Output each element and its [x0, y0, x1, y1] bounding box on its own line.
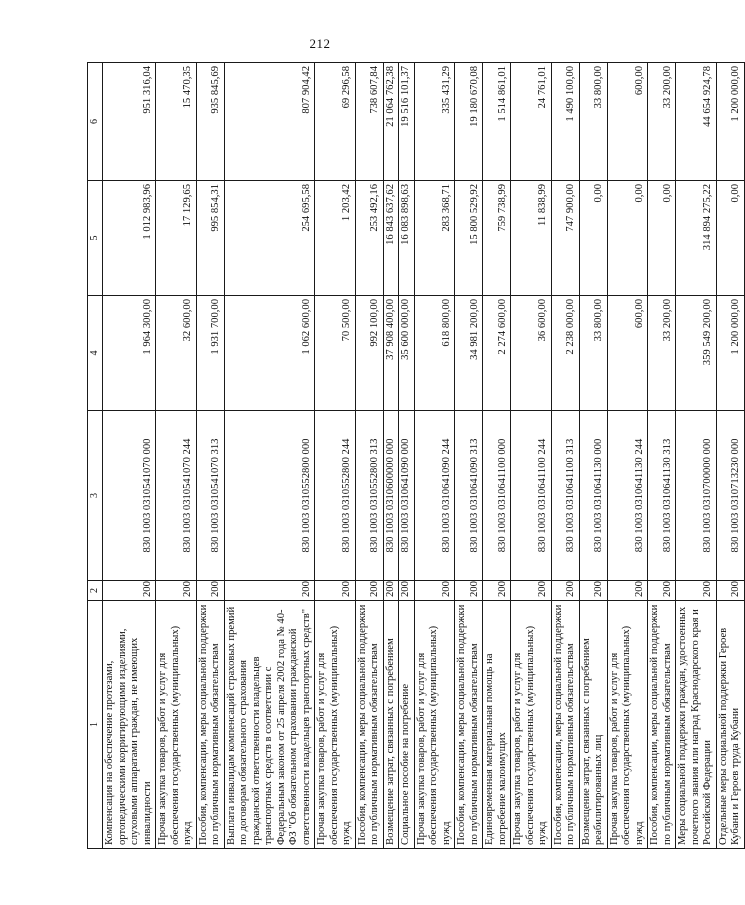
row-col2: 200 [414, 581, 455, 601]
row-executed: 253 492,16 [355, 181, 383, 296]
row-code: 830 1003 0310641130 244 [607, 411, 648, 581]
row-executed: 1 203,42 [315, 181, 356, 296]
row-plan: 37 908 400,00 [383, 296, 399, 411]
row-name: Пособия, компенсации, меры социальной поддержки по публичным нормативным обязательствам [648, 601, 676, 849]
row-name: Прочая закупка товаров, работ и услуг для обеспечения государственных (муниципальных) нужд [511, 601, 552, 849]
row-plan: 35 600 000,00 [399, 296, 415, 411]
row-code: 830 1003 0310641130 313 [648, 411, 676, 581]
row-code: 830 1003 0310641100 244 [511, 411, 552, 581]
row-plan: 1 062 600,00 [224, 296, 315, 411]
row-code: 830 1003 0310700000 000 [676, 411, 717, 581]
row-code: 830 1003 0310552800 313 [355, 411, 383, 581]
row-executed: 15 800 529,92 [455, 181, 483, 296]
table-row [414, 63, 455, 849]
row-remainder: 1 514 861,01 [483, 63, 511, 181]
table-row [511, 63, 552, 849]
table-row [156, 63, 197, 849]
row-name: Прочая закупка товаров, работ и услуг для обеспечения государственных (муниципальных) нужд [315, 601, 356, 849]
row-plan: 600,00 [607, 296, 648, 411]
row-name: Пособия, компенсации, меры социальной поддержки по публичным нормативным обязательствам [355, 601, 383, 849]
column-header: 1 [88, 601, 103, 849]
row-remainder: 24 761,01 [511, 63, 552, 181]
column-header: 5 [88, 181, 103, 296]
row-executed: 0,00 [579, 181, 607, 296]
table-row [716, 63, 744, 849]
row-code: 830 1003 0310600000 000 [383, 411, 399, 581]
table-row [648, 63, 676, 849]
row-name: Выплата инвалидам компенсаций страховых премий по договорам обязательного страхования гражданской ответственности владельцев транспортных средств в соответствии с Федеральным законом от 25 апреля 2002 года № 40-ФЗ "Об обязательном страховании гражданской ответственности владельцев транспортных средств" [224, 601, 315, 849]
row-executed: 16 843 637,62 [383, 181, 399, 296]
row-plan: 1 964 300,00 [103, 296, 156, 411]
row-name: Пособия, компенсации, меры социальной поддержки по публичным нормативным обязательствам [551, 601, 579, 849]
row-col2: 200 [455, 581, 483, 601]
row-name: Пособия, компенсации, меры социальной поддержки по публичным нормативным обязательствам [196, 601, 224, 849]
row-remainder: 44 654 924,78 [676, 63, 717, 181]
row-plan: 2 238 000,00 [551, 296, 579, 411]
row-code: 830 1003 0310641090 244 [414, 411, 455, 581]
row-executed: 254 695,58 [224, 181, 315, 296]
table-row [483, 63, 511, 849]
row-col2: 200 [676, 581, 717, 601]
table-row [383, 63, 399, 849]
row-name: Прочая закупка товаров, работ и услуг для обеспечения государственных (муниципальных) нужд [607, 601, 648, 849]
row-col2: 200 [716, 581, 744, 601]
row-remainder: 69 296,58 [315, 63, 356, 181]
table-row [676, 63, 717, 849]
row-executed: 1 012 983,96 [103, 181, 156, 296]
row-executed: 747 900,00 [551, 181, 579, 296]
row-plan: 32 600,00 [156, 296, 197, 411]
row-executed: 995 854,31 [196, 181, 224, 296]
row-executed: 16 083 898,63 [399, 181, 415, 296]
row-col2: 200 [196, 581, 224, 601]
row-executed: 283 368,71 [414, 181, 455, 296]
rotated-table-wrapper [87, 63, 741, 849]
row-executed: 0,00 [607, 181, 648, 296]
row-plan: 36 600,00 [511, 296, 552, 411]
row-col2: 200 [103, 581, 156, 601]
row-code: 830 1003 0310641100 313 [551, 411, 579, 581]
row-code: 830 1003 0310641100 000 [483, 411, 511, 581]
row-remainder: 33 800,00 [579, 63, 607, 181]
table-row [455, 63, 483, 849]
row-plan: 2 274 600,00 [483, 296, 511, 411]
row-executed: 17 129,65 [156, 181, 197, 296]
row-col2: 200 [551, 581, 579, 601]
row-plan: 33 200,00 [648, 296, 676, 411]
column-header: 3 [88, 411, 103, 581]
row-executed: 0,00 [716, 181, 744, 296]
row-code: 830 1003 0310713230 000 [716, 411, 744, 581]
row-col2: 200 [315, 581, 356, 601]
row-plan: 992 100,00 [355, 296, 383, 411]
row-name: Прочая закупка товаров, работ и услуг для обеспечения государственных (муниципальных) нужд [156, 601, 197, 849]
row-executed: 0,00 [648, 181, 676, 296]
table-row [103, 63, 156, 849]
row-name: Социальное пособие на погребение [399, 601, 415, 849]
row-remainder: 21 064 762,38 [383, 63, 399, 181]
row-code: 830 1003 0310541070 313 [196, 411, 224, 581]
row-name: Отдельные меры социальной поддержки Героев Кубани и Героев труда Кубани [716, 601, 744, 849]
row-plan: 618 800,00 [414, 296, 455, 411]
row-col2: 200 [648, 581, 676, 601]
row-col2: 200 [156, 581, 197, 601]
row-plan: 33 800,00 [579, 296, 607, 411]
table-row [551, 63, 579, 849]
row-name: Возмещение затрат, связанных с погребением реабилитированных лиц [579, 601, 607, 849]
row-code: 830 1003 0310641090 313 [455, 411, 483, 581]
row-code: 830 1003 0310552800 000 [224, 411, 315, 581]
row-code: 830 1003 0310541070 000 [103, 411, 156, 581]
row-col2: 200 [383, 581, 399, 601]
row-name: Компенсация на обеспечение протезами, ортопедическими корригирующими изделиями, слуховыми аппаратами граждан, не имеющих инвалидности [103, 601, 156, 849]
row-remainder: 738 607,84 [355, 63, 383, 181]
row-remainder: 1 490 100,00 [551, 63, 579, 181]
row-remainder: 600,00 [607, 63, 648, 181]
table-row [315, 63, 356, 849]
row-col2: 200 [607, 581, 648, 601]
row-remainder: 15 470,35 [156, 63, 197, 181]
budget-table [87, 62, 745, 849]
row-col2: 200 [355, 581, 383, 601]
table-row [579, 63, 607, 849]
row-remainder: 807 904,42 [224, 63, 315, 181]
row-plan: 1 200 000,00 [716, 296, 744, 411]
row-col2: 200 [483, 581, 511, 601]
table-row [399, 63, 415, 849]
column-header: 4 [88, 296, 103, 411]
row-plan: 70 500,00 [315, 296, 356, 411]
row-code: 830 1003 0310641130 000 [579, 411, 607, 581]
row-col2: 200 [224, 581, 315, 601]
row-remainder: 19 180 670,08 [455, 63, 483, 181]
row-remainder: 951 316,04 [103, 63, 156, 181]
row-executed: 11 838,99 [511, 181, 552, 296]
row-executed: 314 894 275,22 [676, 181, 717, 296]
table-row [355, 63, 383, 849]
row-name: Прочая закупка товаров, работ и услуг для обеспечения государственных (муниципальных) нужд [414, 601, 455, 849]
row-remainder: 1 200 000,00 [716, 63, 744, 181]
header-row [88, 63, 103, 849]
row-code: 830 1003 0310641090 000 [399, 411, 415, 581]
column-header: 2 [88, 581, 103, 601]
column-header: 6 [88, 63, 103, 181]
row-plan: 359 549 200,00 [676, 296, 717, 411]
row-remainder: 33 200,00 [648, 63, 676, 181]
table-row [224, 63, 315, 849]
table-row [607, 63, 648, 849]
row-code: 830 1003 0310541070 244 [156, 411, 197, 581]
row-col2: 200 [399, 581, 415, 601]
page-number: 212 [309, 36, 331, 51]
row-remainder: 935 845,69 [196, 63, 224, 181]
row-name: Меры социальной поддержки граждан, удостоенных почетного звания или наград Краснодарского края и Российской Федерации [676, 601, 717, 849]
row-name: Пособия, компенсации, меры социальной поддержки по публичным нормативным обязательствам [455, 601, 483, 849]
row-name: Единовременная материальная помощь на погребение малоимущих [483, 601, 511, 849]
row-plan: 34 981 200,00 [455, 296, 483, 411]
row-name: Возмещение затрат, связанных с погребением [383, 601, 399, 849]
row-code: 830 1003 0310552800 244 [315, 411, 356, 581]
row-remainder: 19 516 101,37 [399, 63, 415, 181]
row-remainder: 335 431,29 [414, 63, 455, 181]
row-plan: 1 931 700,00 [196, 296, 224, 411]
table-row [196, 63, 224, 849]
row-col2: 200 [579, 581, 607, 601]
row-col2: 200 [511, 581, 552, 601]
row-executed: 759 738,99 [483, 181, 511, 296]
